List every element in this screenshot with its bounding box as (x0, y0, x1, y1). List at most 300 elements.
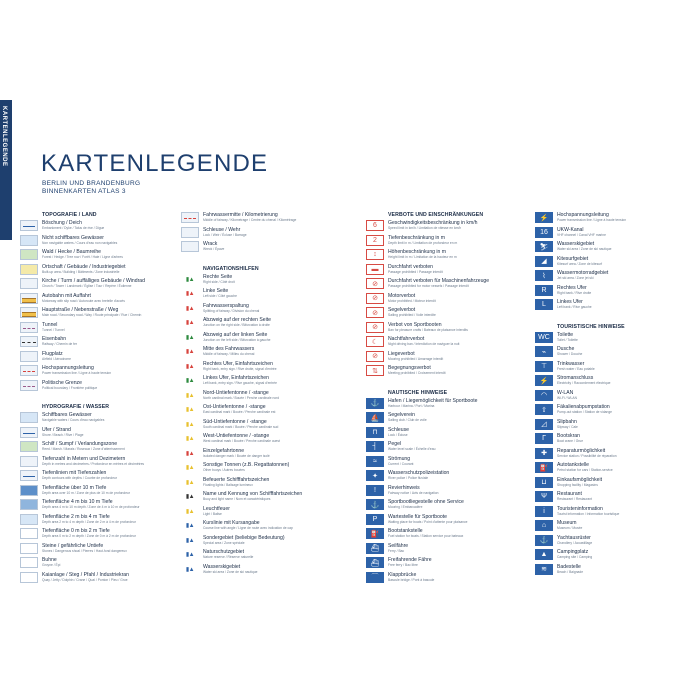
legend-item-translation: Lock / Écluse (388, 432, 408, 437)
legend-item (181, 288, 361, 303)
legend-item-label: Hafen / Liegemöglichkeit für Sportboote (388, 397, 478, 404)
waiting-symbol-glyph: P (372, 515, 378, 523)
legend-item-label: Verbot von Sportbooten (388, 321, 442, 328)
buoy-shape: ▮▲ (185, 479, 195, 486)
legend-item-translation: Waiting place for boats / Point d'attente pour plaisance (388, 519, 468, 524)
legend-item-text (42, 322, 175, 332)
legend-item (366, 351, 532, 366)
legend-item (366, 514, 532, 529)
restaurant-symbol-icon (535, 491, 553, 502)
legend-item (181, 462, 361, 477)
legend-item-label: Dusche (557, 346, 575, 352)
legend-item-translation: Forest / Hedge / Tree row / Forêt / Haie / Ligne d'arbres (42, 255, 123, 259)
legend-item-translation: Depth area 4 m to 10 m depth / Zone de 4 m à 10 m de profondeur (42, 505, 140, 509)
depth-sign-glyph: 2 (373, 236, 377, 244)
legend-item-text (388, 307, 532, 317)
legend-item (20, 557, 175, 572)
legend-item-text (42, 456, 175, 466)
legend-item-label: Abzweig auf der linken Seite (203, 331, 268, 338)
museum-symbol-icon (535, 520, 553, 531)
legend-item-label: Sportbootliegestelle ohne Service (388, 499, 464, 505)
legend-item (20, 456, 175, 471)
course-line-icon (181, 520, 199, 531)
notice-symbol-glyph: ! (374, 486, 376, 494)
toilet-symbol-icon (535, 332, 553, 343)
shore-line-icon (20, 427, 38, 438)
legend-item-text (203, 506, 361, 516)
legend-item-translation: Speed limit in km/h / Limitation de vitesse en km/h (388, 226, 462, 230)
legend-item-text (42, 470, 175, 480)
legend-item (366, 543, 532, 558)
water-area-icon (20, 412, 38, 423)
legend-item-text (42, 351, 175, 361)
legend-item-label: Tiefenfläche über 10 m Tiefe (42, 484, 107, 491)
buoy-shape: ▮▲ (185, 465, 195, 471)
legend-item-label: Kaianlage / Steg / Pfahl / Industriekran (42, 571, 129, 578)
repair-symbol-glyph: ✚ (541, 450, 547, 457)
legend-item-text (388, 264, 532, 274)
police-symbol-glyph: ✦ (372, 472, 378, 480)
legend-item-translation: Fairway notice / Avis de navigation (388, 490, 439, 495)
legend-item-text (42, 572, 175, 582)
legend-item-label: Autotankstelle (557, 462, 589, 468)
legend-item-translation: Depth contours with depths / Courbe de profondeur (42, 476, 117, 480)
legend-item-text (203, 317, 361, 327)
bathing-symbol-icon (535, 564, 553, 575)
legend-item-label: Rechtes Ufer (557, 284, 587, 291)
bascule-bridge-symbol-icon (366, 572, 384, 583)
legend-item-translation: Bascule bridge / Pont à bascule (388, 577, 435, 582)
rocks-symbol-icon (20, 543, 38, 554)
legend-item (20, 235, 175, 250)
legend-item-text (557, 506, 680, 516)
legend-item-translation: Non navigable waters / Cours d'eau non navigables (42, 240, 118, 245)
chandlery-symbol-icon (535, 535, 553, 546)
legend-item-text (203, 520, 361, 530)
legend-item-text (557, 564, 680, 574)
special-area-icon (181, 535, 199, 546)
buoy-shape: ▮▲ (185, 552, 195, 558)
legend-item (366, 307, 532, 322)
buoy-shape: ▮▲ (185, 421, 195, 428)
legend-item-translation: Left bank / Rive gauche (557, 305, 592, 309)
legend-item-translation: Reed / Marsh / Marais / Roseaux / Zone d'atterrissement (42, 447, 125, 451)
legend-item-label: Wald / Hecke / Baumreihe (42, 249, 101, 255)
legend-item-text (42, 427, 175, 437)
legend-item-text (203, 212, 361, 222)
legend-item-label: Rechte Seite (203, 273, 233, 280)
buoy-shape: ▮▲ (185, 334, 195, 341)
legend-item (366, 278, 532, 293)
legend-item-label: Schilf / Sumpf / Verlandungszone (42, 441, 118, 447)
legend-item (181, 549, 361, 564)
right-bank-symbol-glyph: R (541, 286, 547, 294)
buoy-shape: ▮▲ (185, 508, 195, 515)
bascule-bridge-symbol-glyph: ⌒ (371, 574, 379, 581)
legend-item-translation: Railway / Chemin de fer (42, 342, 77, 346)
legend-item-text (203, 303, 361, 313)
legend-item-text (557, 346, 680, 356)
legend-item-translation: Power transmission line / Ligne à haute tension (42, 371, 112, 375)
buoy-shape: ▮▲ (185, 494, 195, 500)
legend-item-label: Eisenbahn (42, 336, 67, 342)
legend-item (366, 322, 532, 337)
legend-item-translation: Motorway with slip road / Autoroute avec bretelle d'accès (42, 298, 125, 303)
legend-item-translation: Sailing prohibited / Voile interdite (388, 313, 436, 317)
gauge-symbol-glyph: ┤ (372, 443, 378, 450)
legend-item-label: Hochspannungsleitung (42, 365, 94, 371)
buoy-shape: ▮▲ (185, 537, 195, 544)
legend-item (20, 572, 175, 587)
legend-item-text (203, 332, 361, 342)
legend-item (20, 514, 175, 529)
legend-item-translation: Main road / Secondary road / Way / Route principale / Rue / Chemin (42, 313, 142, 317)
legend-item (20, 543, 175, 558)
legend-item (535, 332, 680, 347)
legend-item-text (203, 535, 361, 545)
legend-item (535, 390, 680, 405)
legend-item-label: Durchfahrt verboten für Maschinenfahrzeuge (388, 278, 490, 284)
legend-item-label: Nord-Untiefentonne / -stange (203, 389, 269, 396)
legend-item-text (388, 557, 532, 567)
legend-item-label: Autobahn mit Auffahrt (42, 292, 91, 299)
depth-area-icon (20, 485, 38, 496)
buoy-shape: ▮▲ (185, 320, 195, 326)
cardinal-north-icon (181, 390, 199, 401)
legend-item-text (203, 241, 361, 251)
legend-item-translation: Nature reserve / Réserve naturelle (203, 555, 254, 559)
legend-item-label: Ost-Untiefentonne / -stange (203, 404, 266, 410)
legend-item-text (203, 564, 361, 574)
legend-item (181, 303, 361, 318)
legend-item-translation: Junction on the left side / Bifurcation à gauche (203, 337, 271, 342)
left-bank-symbol-icon (535, 299, 553, 310)
legend-item-translation: Water ski area / Zone de ski nautique (203, 569, 258, 574)
legend-item-translation: Passage prohibited for motor vessels / Passage interdit (388, 284, 469, 288)
legend-item (20, 412, 175, 427)
legend-item-label: Revierhinweis (388, 484, 420, 491)
legend-item-text (388, 336, 532, 346)
depth-sign-icon (366, 235, 384, 246)
section-title-navigationshilfen: NAVIGATIONSHILFEN (203, 265, 259, 272)
cardinal-east-icon (181, 404, 199, 415)
legend-item-label: Begegnungsverbot (388, 365, 431, 371)
legend-item (20, 278, 175, 293)
lock-symbol-icon (366, 427, 384, 438)
buoy-shape: ▮▲ (185, 523, 195, 529)
buoy-shape: ▮▲ (185, 363, 195, 370)
section-title-topografie: TOPOGRAFIE / LAND (42, 212, 97, 218)
chandlery-symbol-glyph: ⚓ (539, 537, 549, 544)
no-passage-sign-glyph: ▬ (371, 265, 379, 273)
legend-item (181, 491, 361, 506)
legend-item (535, 520, 680, 535)
shower-symbol-glyph: ⌁ (541, 348, 547, 356)
legend-column-2 (181, 212, 361, 578)
legend-item-text (388, 278, 532, 288)
legend-item-label: Einkaufsmöglichkeit (557, 476, 603, 483)
vhf-symbol-icon (535, 227, 553, 238)
legend-item-label: Bootstankstelle (388, 528, 423, 534)
legend-item-text (557, 241, 680, 251)
legend-item-text (42, 441, 175, 451)
free-ferry-symbol-glyph: ⛴ (370, 559, 380, 567)
legend-item-text (557, 285, 680, 295)
legend-item-label: W-LAN (557, 389, 574, 396)
legend-item-translation: Slipway / Cale (557, 424, 578, 429)
legend-item (20, 470, 175, 485)
legend-item-text (388, 572, 532, 582)
legend-item-translation: Wi-Fi / WLAN (557, 395, 577, 400)
shower-symbol-icon (535, 346, 553, 357)
buoy-left-icon (181, 288, 199, 299)
legend-item (20, 293, 175, 308)
legend-item-label: Einzelgefahrtonne (203, 447, 245, 454)
legend-item (535, 404, 680, 419)
legend-item-text (388, 293, 532, 303)
legend-item-translation: North cardinal mark / Bouée / Perche cardinale nord (203, 395, 280, 400)
legend-item-translation: Stones / Dangerous shoal / Pierres / Haut-fond dangereux (42, 548, 127, 553)
depth-area-icon (20, 514, 38, 525)
legend-item (181, 390, 361, 405)
info-symbol-glyph: i (543, 507, 545, 515)
legend-item-translation: Depth in metres and decimetres / Profondeur en mètres et décimètres (42, 461, 145, 466)
legend-item (181, 404, 361, 419)
legend-item-text (557, 520, 680, 530)
groyne-symbol-icon (20, 557, 38, 568)
legend-item (181, 346, 361, 361)
legend-item-translation: Ferry / Bac (388, 548, 405, 553)
legend-item-translation: Petrol station for cars / Station-service (557, 468, 613, 472)
speed-sign-icon (366, 220, 384, 231)
legend-item-translation: Sailing club / Club de voile (388, 418, 427, 422)
page-subtitle (42, 180, 140, 196)
church-symbol-icon (20, 278, 38, 289)
boundary-line-icon (20, 380, 38, 391)
legend-item-translation: Splitting of fairway / Division du chenal (203, 308, 260, 313)
legend-item-label: Fäkalienabpumpstation (557, 404, 610, 410)
legend-item-label: Mitte des Fahrwassers (203, 346, 255, 352)
legend-item-label: Fahrwassermitte / Kilometrierung (203, 212, 278, 218)
buoy-shape: ▮▲ (185, 566, 195, 573)
legend-item-label: Campingplatz (557, 549, 589, 555)
legend-item-text (203, 448, 361, 458)
water-tap-symbol-glyph: ⊤ (540, 363, 548, 370)
camping-symbol-icon (535, 549, 553, 560)
legend-item-translation: Buoy and light name / Nom et caractéristiques (203, 497, 271, 501)
legend-item (181, 274, 361, 289)
depth-area-icon (20, 528, 38, 539)
legend-item-translation: Embankment / Dyke / Talus de rive / Digue (42, 226, 105, 230)
legend-item-text (203, 274, 361, 284)
legend-item (535, 227, 680, 242)
legend-item (535, 375, 680, 390)
cardinal-south-icon (181, 419, 199, 430)
legend-item-label: Linkes Ufer (557, 299, 583, 305)
legend-item-translation: Night driving ban / Interdiction de naviguer la nuit (388, 342, 460, 346)
legend-item-label: Bootskran (557, 433, 580, 439)
legend-item-label: Süd-Untiefentonne / -stange (203, 418, 267, 425)
water-tap-symbol-icon (535, 361, 553, 372)
legend-item-label: Wassermotorradgebiet (557, 270, 609, 276)
legend-item-label: Stromanschluss (557, 375, 594, 381)
legend-item (20, 307, 175, 322)
current-symbol-icon (366, 456, 384, 467)
legend-item-text (42, 293, 175, 303)
legend-item (181, 506, 361, 521)
legend-item (181, 520, 361, 535)
legend-item (20, 499, 175, 514)
legend-item-text (388, 351, 532, 361)
legend-item-text (388, 412, 532, 422)
airfield-symbol-icon (20, 351, 38, 362)
legend-item (20, 351, 175, 366)
legend-item-text (557, 332, 680, 342)
night-ban-sign-glyph: ☾ (371, 338, 379, 346)
legend-item-text (42, 365, 175, 375)
legend-item-label: Böschung / Deich (42, 220, 82, 226)
legend-item-label: Fahrwasserspaltung (203, 302, 249, 309)
museum-symbol-glyph: ⌂ (541, 522, 547, 529)
legend-item-translation: Restaurant / Restaurant (557, 497, 593, 501)
legend-item-translation: Passage prohibited / Passage interdit (388, 269, 443, 274)
police-symbol-icon (366, 470, 384, 481)
slipway-symbol-glyph: ◿ (541, 421, 547, 428)
power-line-icon (20, 365, 38, 376)
legend-item-text (203, 549, 361, 559)
legend-item-label: Nachtfahrverbot (388, 336, 425, 342)
car-fuel-symbol-icon (535, 462, 553, 473)
legend-item-text (388, 322, 532, 332)
legend-item-text (203, 462, 361, 472)
mooring-ban-sign-glyph: ⊘ (372, 353, 378, 360)
sail-ban-sign-glyph: ⊘ (372, 309, 378, 317)
legend-item-text (557, 462, 680, 472)
legend-item-text (557, 433, 680, 443)
legend-item-text (388, 249, 532, 259)
legend-item-translation: Meeting prohibited / Croisement interdit (388, 371, 446, 375)
legend-item-label: Steine / gefährliche Untiefe (42, 542, 104, 549)
built-up-area-icon (20, 264, 38, 275)
legend-item-translation: Ban for pleasure crafts / Bateaux de plaisance interdits (388, 327, 468, 332)
legend-item-label: Tiefenfläche 0 m bis 2 m Tiefe (42, 528, 110, 534)
legend-item-text (388, 365, 532, 375)
electricity-symbol-icon (535, 375, 553, 386)
free-ferry-symbol-icon (366, 557, 384, 568)
legend-item-translation: Isolated danger mark / Bouée de danger isolé (203, 453, 270, 458)
legend-item (366, 441, 532, 456)
legend-item-translation: Depth area 2 m to 4 m depth / Zone de 2 m à 4 m de profondeur (42, 519, 136, 524)
waiting-symbol-icon (366, 514, 384, 525)
legend-item-text (557, 270, 680, 280)
buoy-right-icon (181, 274, 199, 285)
crane-symbol-glyph: Γ (542, 435, 546, 442)
wifi-symbol-icon (535, 390, 553, 401)
section-title-touristische-hinweise: TOURISTISCHE HINWEISE (557, 323, 625, 330)
legend-item-label: Wasserschutzpolizeistation (388, 470, 450, 476)
reed-area-icon (20, 441, 38, 452)
legend-item (535, 361, 680, 376)
legend-item (20, 249, 175, 264)
sail-ban-sign-icon (366, 307, 384, 318)
legend-item-translation: East cardinal mark / Bouée / Perche cardinale est (203, 410, 276, 414)
legend-item-text (557, 419, 680, 429)
legend-item-label: Geschwindigkeitsbeschränkung in km/h (388, 220, 478, 226)
legend-item (181, 419, 361, 434)
legend-item (20, 441, 175, 456)
legend-item-translation: Toilet / Toilette (557, 337, 578, 342)
sailing-club-symbol-glyph: ⛵ (370, 414, 380, 422)
legend-item-translation: Fuel station for boats / Station service pour bateaux (388, 534, 464, 538)
legend-item-label: Schiffbares Gewässer (42, 412, 92, 418)
current-symbol-glyph: ≈ (373, 457, 377, 465)
legend-item-text (42, 220, 175, 230)
shopping-symbol-icon (535, 477, 553, 488)
legend-item-translation: Depth limit in m / Limitation de profondeur en m (388, 240, 458, 245)
side-tab (0, 100, 12, 240)
legend-item-translation: Current / Courant (388, 461, 414, 466)
legend-item-translation: Left side / Côté gauche (203, 294, 237, 298)
cable-ferry-symbol-icon (366, 543, 384, 554)
bathing-symbol-glyph: ≋ (541, 566, 547, 573)
legend-item (535, 241, 680, 256)
legend-item-label: UKW-Kanal (557, 226, 584, 233)
legend-item (20, 322, 175, 337)
legend-item-text (42, 514, 175, 524)
legend-item-label: Touristeninformation (557, 505, 603, 512)
legend-item-translation: Pump-out station / Station de vidange (557, 410, 612, 414)
buoy-middle-icon (181, 346, 199, 357)
legend-item-translation: Depth area 0 m to 2 m depth / Zone de 0 m à 2 m de profondeur (42, 534, 136, 538)
legend-item-translation: Wreck / Épave (203, 247, 225, 251)
legend-item-text (203, 346, 361, 356)
motor-ban-sign-icon (366, 293, 384, 304)
buoy-shape: ▮▲ (185, 291, 195, 297)
shopping-symbol-glyph: ⊔ (541, 479, 547, 486)
legend-item-label: Ufer / Strand (42, 426, 71, 433)
height-sign-glyph: ↕ (373, 251, 377, 258)
legend-item-translation: South cardinal mark / Bouée / Perche cardinale sud (203, 424, 279, 429)
legend-item-text (203, 419, 361, 429)
legend-item-translation: Course line with angle / Ligne de route avec indication de cap (203, 526, 293, 530)
road-line-icon (20, 307, 38, 318)
legend-item-translation: Mooring prohibited / Amarrage interdit (388, 356, 444, 361)
no-motor-sign-glyph: ⊘ (372, 280, 378, 288)
legend-item-label: Ortschaft / Gebäude / Industriegebiet (42, 263, 126, 270)
legend-item (366, 336, 532, 351)
legend-item-translation: Fresh water / Eau potable (557, 366, 595, 371)
harbour-symbol-icon (366, 398, 384, 409)
legend-item (20, 485, 175, 500)
legend-item-text (42, 499, 175, 509)
fuel-symbol-glyph: ⛽ (370, 530, 380, 538)
legend-item-translation: Shore / Beach / Rive / Plage (42, 432, 84, 437)
legend-item (181, 212, 361, 227)
legend-item-translation: Navigable waters / Cours d'eau navigables (42, 418, 105, 422)
legend-item-translation: Airfield / Aérodrome (42, 356, 71, 361)
legend-item-label: Sondergebiet (beliebige Bedeutung) (203, 534, 285, 541)
legend-column-4 (535, 212, 680, 578)
toilet-symbol-glyph: WC (538, 333, 550, 341)
legend-item-text (388, 456, 532, 466)
legend-item-text (557, 361, 680, 371)
legend-item-text (42, 249, 175, 259)
buoy-shape: ▮▲ (185, 436, 195, 442)
legend-item-label: Sonstige Tonnen (z.B. Regattatonnen) (203, 462, 290, 468)
legend-item (181, 332, 361, 347)
buoy-entry-icon (181, 361, 199, 372)
legend-item-text (557, 404, 680, 414)
